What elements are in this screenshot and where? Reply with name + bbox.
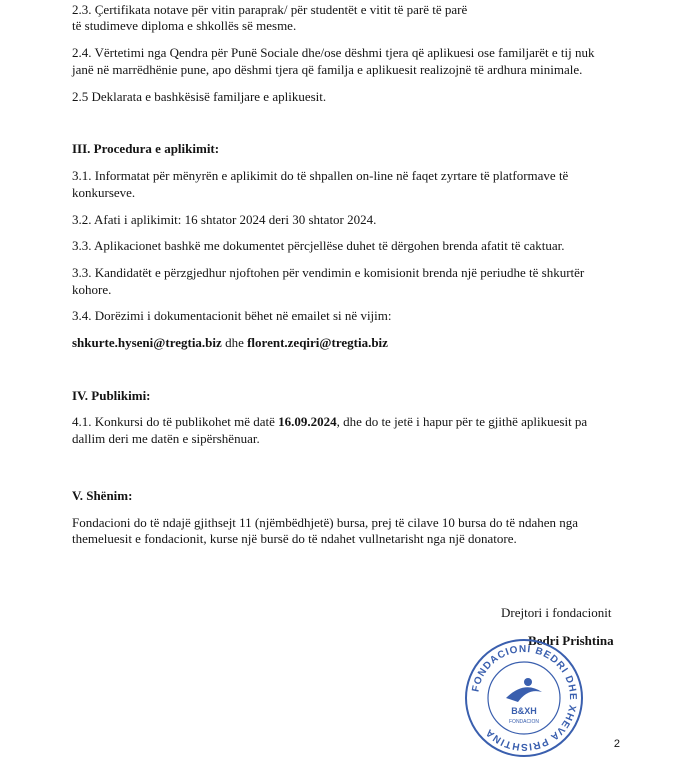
stamp-ring-text: FONDACIONI BEDRI DHE XHEVA PRISHTINA: [470, 643, 579, 753]
page-number: 2: [613, 738, 620, 750]
signature-name: Bedri Prishtina: [528, 633, 614, 648]
foundation-stamp-seal: [462, 636, 586, 760]
item-3-1-line2: konkurseve.: [72, 185, 136, 200]
note-line1: Fondacioni do të ndajë gjithsejt 11 (njëmbëdhjetë) bursa, prej të cilave 10 bursa do të ndahen nga: [72, 515, 579, 530]
item-2-4-line1: 2.4. Vërtetimi nga Qendra për Punë Sociale dhe/ose dëshmi tjera që aplikuesi ose familjarët e tij nuk: [72, 45, 595, 60]
item-4-1-line2: dallim deri me datën e sipërshënuar.: [72, 431, 260, 446]
stamp-sub: FONDACION: [509, 719, 539, 725]
item-3-1-line1: 3.1. Informatat për mënyrën e aplikimit do të shpallen on-line në faqet zyrtare të platformave të: [72, 168, 569, 183]
email-link-2[interactable]: florent.zeqiri@tregtia.biz: [247, 335, 388, 350]
item-3-3a: 3.3. Aplikacionet bashkë me dokumentet përcjellëse duhet të dërgohen brenda afatit të caktuar.: [72, 238, 565, 253]
item-4-1-line1: [72, 414, 587, 430]
item-3-3b-line2: kohore.: [72, 282, 112, 297]
item-2-4-line2: janë në marrëdhënie pune, apo dëshmi tjera që familja e aplikuesit realizojnë të ardhura minimale.: [72, 62, 583, 77]
section-iii-heading: III. Procedura e aplikimit:: [72, 141, 220, 156]
publication-date: 16.09.2024: [278, 414, 337, 429]
email-line: [72, 335, 388, 351]
section-iv-heading: IV. Publikimi:: [72, 388, 151, 403]
email-separator: dhe: [221, 335, 248, 350]
note-line2: themeluesit e fondacionit, kurse një bursë do të ndahet vullnetarisht nga një donatore.: [72, 531, 517, 546]
item-2-3-line1: 2.3. Çertifikata notave për vitin paraprak/ për studentët e vitit të parë të parë: [72, 2, 468, 17]
item-4-1-text-a: 4.1. Konkursi do të publikohet më datë: [72, 414, 279, 429]
item-4-1-text-b: , dhe do te jetë i hapur për te gjithë aplikuesit pa: [336, 414, 588, 429]
stamp-emblem-icon: [506, 687, 542, 702]
item-3-4: 3.4. Dorëzimi i dokumentacionit bëhet në emailet si në vijim:: [72, 308, 392, 323]
email-link-1[interactable]: shkurte.hyseni@tregtia.biz: [72, 335, 222, 350]
item-3-3b-line1: 3.3. Kandidatët e përzgjedhur njoftohen për vendimin e komisionit brenda një periudhe të shkurtër: [72, 265, 585, 280]
stamp-initials: B&XH: [511, 706, 537, 716]
svg-text:FONDACIONI BEDRI DHE XHEVA PRI: [470, 644, 578, 752]
signature-title: Drejtori i fondacionit: [501, 605, 612, 620]
section-v-heading: V. Shënim:: [72, 488, 133, 503]
item-3-2: 3.2. Afati i aplikimit: 16 shtator 2024 deri 30 shtator 2024.: [72, 212, 377, 227]
item-2-5: 2.5 Deklarata e bashkësisë familjare e aplikuesit.: [72, 89, 327, 104]
item-2-3-line2: të studimeve diploma e shkollës së mesme.: [72, 18, 297, 33]
